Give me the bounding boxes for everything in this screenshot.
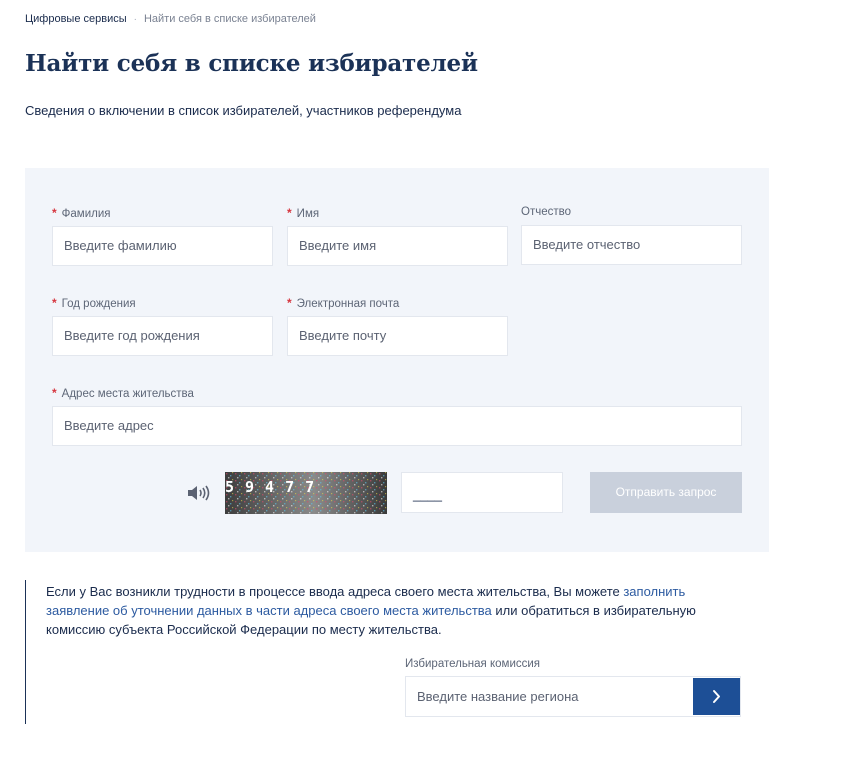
captcha-image [225,472,387,514]
captcha-graphic [225,472,387,514]
surname-input[interactable]: Введите фамилию [52,226,273,266]
notice-text: Если у Вас возникли трудности в процессе ввода адреса своего места жительства, Вы можете заполнить заявление об уточнении данных в части адреса своего места жительства или обратиться в избирательную комиссию субъекта Российской Федерации по месту жительства. [46,584,696,637]
name-input[interactable]: Введите имя [287,226,508,266]
page-subtitle: Сведения о включении в список избирателей, участников референдума [25,103,462,118]
speaker-icon[interactable] [187,484,211,502]
submit-request-button[interactable]: Отправить запрос [590,472,742,513]
patronymic-input[interactable]: Введите отчество [521,225,742,265]
patronymic-label: Отчество [521,206,571,218]
name-field [287,206,508,266]
birth-year-label: * Год рождения [52,296,136,310]
breadcrumb [25,13,316,25]
required-mark: * [287,206,292,220]
region-search-input[interactable]: Введите название региона [405,676,741,717]
patronymic-field [521,205,742,265]
required-mark: * [52,206,57,220]
breadcrumb-current: Найти себя в списке избирателей [143,13,316,25]
required-mark: * [52,386,57,400]
address-field [52,386,742,446]
email-label: * Электронная почта [287,296,400,310]
name-label: * Имя [287,206,320,220]
address-input[interactable]: Введите адрес [52,406,742,446]
address-clarification-link[interactable]: заполнить заявление об уточнении данных в части адреса своего места жительства [46,584,686,618]
captcha-text: 59477 [225,478,326,496]
captcha-answer-input[interactable]: ____ [401,472,563,513]
surname-label: * Фамилия [52,206,111,220]
breadcrumb-separator: · [133,13,137,25]
birth-year-input[interactable]: Введите год рождения [52,316,273,356]
commission-label: Избирательная комиссия [405,658,541,670]
required-mark: * [52,296,57,310]
breadcrumb-link-digital-services[interactable]: Цифровые сервисы [25,13,127,25]
region-go-button[interactable] [693,678,740,715]
address-label: * Адрес места жительства [52,386,194,400]
page-title: Найти себя в списке избирателей [25,50,478,77]
email-input[interactable]: Введите почту [287,316,508,356]
surname-field [52,206,273,266]
required-mark: * [287,296,292,310]
chevron-right-icon [693,678,740,715]
birth-year-field [52,296,273,356]
email-field [287,296,508,356]
